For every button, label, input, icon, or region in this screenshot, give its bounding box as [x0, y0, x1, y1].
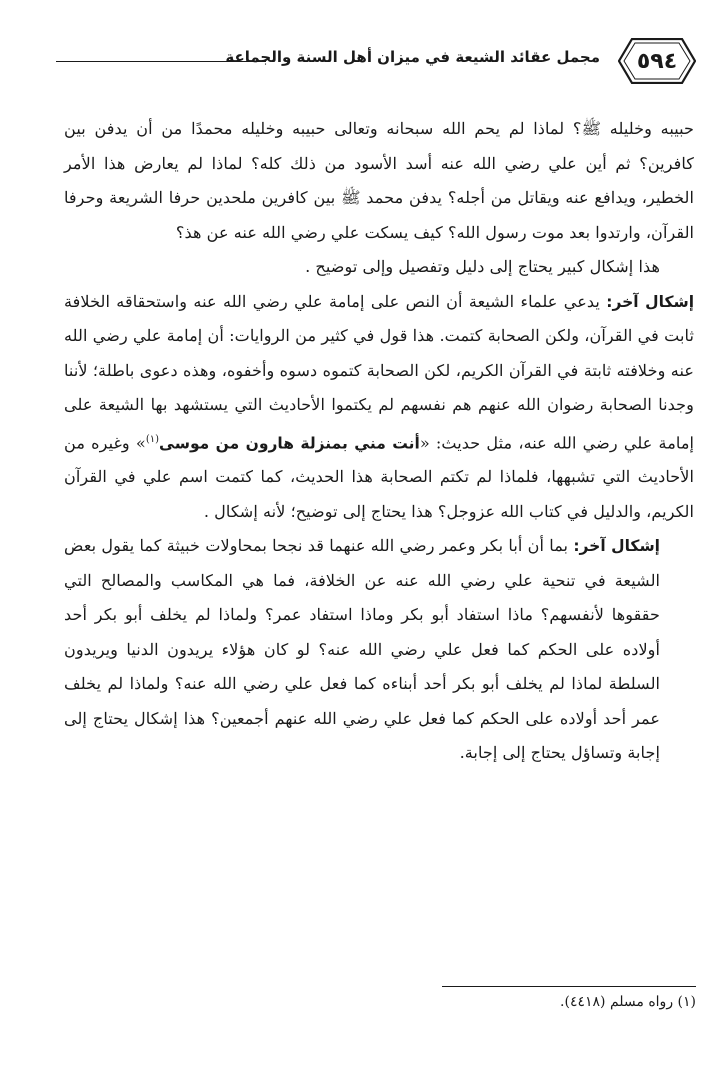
footnote-rule [442, 986, 696, 987]
paragraph-3-text-b: » وغيره من الأحاديث التي تشبهها، فلماذا لم تكتم الصحابة هذا الحديث، كما كتمت اسم علي في القرآن الكريم، والدليل في كتاب الله عزوجل؟ هذا يحتاج إلى توضيح؛ لأنه إشكال . [64, 432, 694, 521]
body-text [64, 112, 694, 771]
page-number-badge [618, 38, 696, 84]
page-number: ٥٩٤ [636, 48, 678, 74]
footnote: (١) رواه مسلم (٤٤١٨). [560, 994, 696, 1010]
paragraph-4-label: إشكال آخر: [573, 537, 660, 556]
paragraph-4-text: بما أن أبا بكر وعمر رضي الله عنهما قد نجحا بمحاولات خبيثة كما يقول بعض الشيعة في تنحية علي رضي الله عنه عن الخلافة، فما هي المكاسب والمصالح التي حققوها لأنفسهم؟ ماذا استفاد أبو بكر وماذا استفاد عمر؟ ولماذا لم يخلف أبو بكر أحد أولاده على الحكم كما فعل علي رضي الله عنه؟ لو كان هؤلاء يريدون الدنيا ويريدون السلطة لماذا لم يخلف أبو بكر أحد أبناءه كما فعل علي رضي الله عنه؟ ولماذا لم يخلف عمر أحد أولاده على الحكم كما فعل علي رضي الله عنهم أجمعين؟ هذا إشكال يحتاج إلى إجابة وتساؤل يحتاج إلى إجابة. [64, 536, 660, 763]
header-rule [56, 61, 266, 62]
paragraph-3-text-a: يدعي علماء الشيعة أن النص على إمامة علي رضي الله عنه واستحقاقه الخلافة ثابت في القرآن، ولكن الصحابة كتمت. هذا قول في كثير من الروايات: أن إمامة علي رضي الله عنه وخلافته ثابتة في القرآن الكريم، لكن الصحابة كتموه دسوه وأخفوه، وهذه دعوى باطلة؛ لأننا وجدنا الصحابة رضوان الله عنهم هم نفسهم لم يكتموا الأحاديث التي يستشهد بها الشيعة على إمامة علي رضي الله عنه، مثل حديث: « [64, 291, 694, 452]
running-title: مجمل عقائد الشيعة في ميزان أهل السنة والجماعة [225, 48, 600, 66]
footnote-marker[interactable]: (١) [145, 433, 160, 445]
page-header [56, 34, 696, 90]
paragraph-3-label: إشكال آخر: [606, 292, 695, 311]
paragraph-2: هذا إشكال كبير يحتاج إلى دليل وتفصيل وإلى توضيح . [305, 257, 660, 276]
paragraph-3 [64, 285, 694, 530]
paragraph-4 [64, 529, 694, 771]
hadith-quote: أنت مني بمنزلة هارون من موسى [159, 433, 420, 452]
paragraph-1: حبيبه وخليله ﷺ؟ لماذا لم يحم الله سبحانه وتعالى حبيبه وخليله محمدًا من أن يدفن بين كافرين؟ ثم أين علي رضي الله عنه أسد الأسود من ذلك كله؟ لماذا لم يعارض هذا الأمر الخطير، ويدافع عنه ويقاتل من أجله؟ يدفن محمد ﷺ بين كافرين ملحدين حرفا الشريعة وحرفا القرآن، وارتدوا بعد موت رسول الله؟ كيف يسكت علي رضي الله عنه عن هذ؟ [64, 119, 694, 242]
